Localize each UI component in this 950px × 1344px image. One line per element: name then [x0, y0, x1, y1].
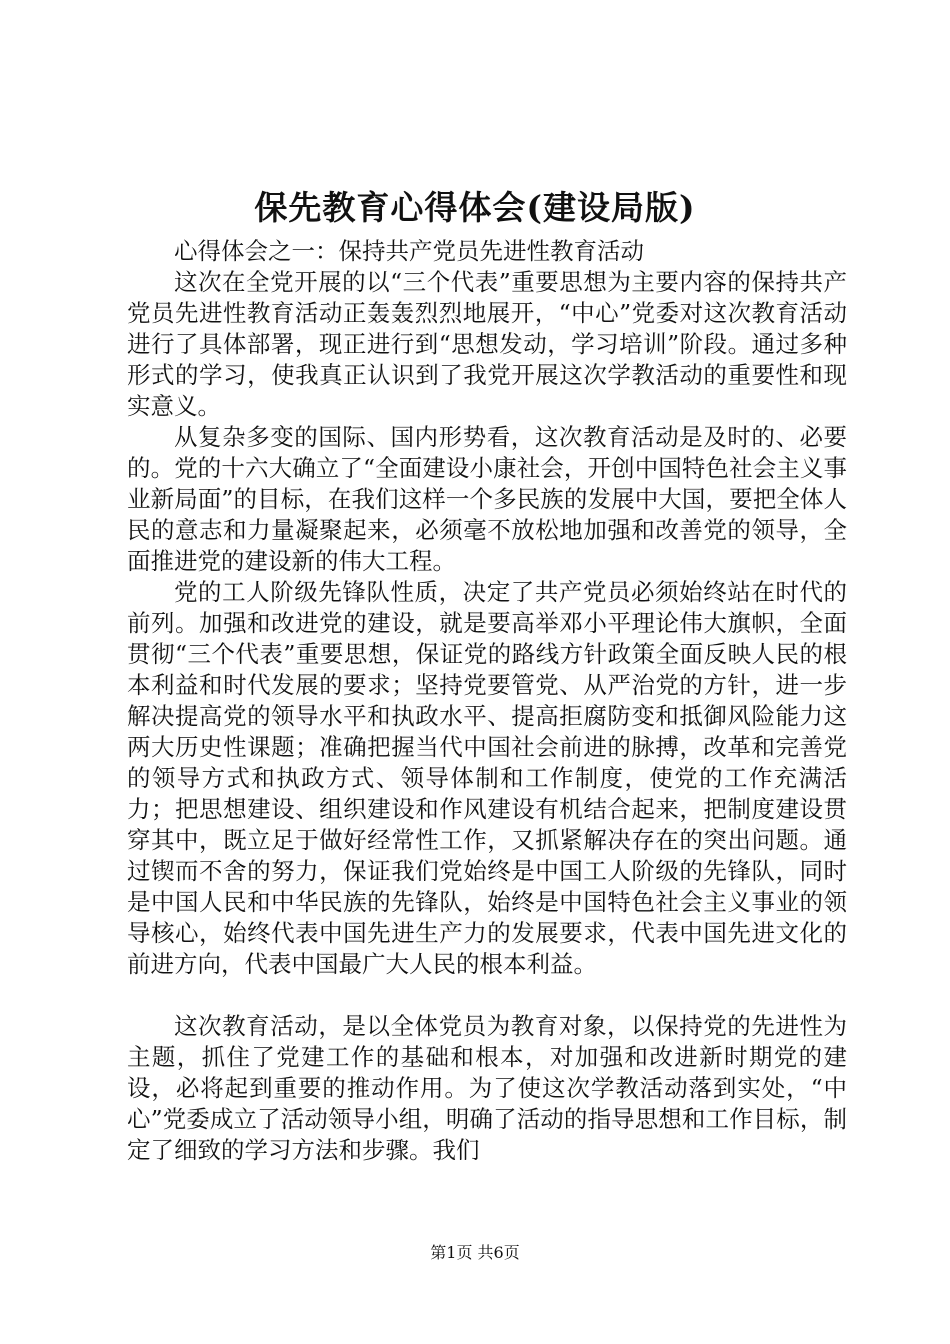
paragraph-1: 这次在全党开展的以“三个代表”重要思想为主要内容的保持共产党员先进性教育活动正轰轰烈烈地展开，“中心”党委对这次教育活动进行了具体部署，现正进行到“思想发动，学习培训”阶段。通过多种形式的学习，使我真正认识到了我党开展这次学教活动的重要性和现实意义。: [127, 268, 847, 420]
document-body: [127, 236, 847, 1166]
paragraph-spacer: [127, 980, 847, 1011]
document-title: 保先教育心得体会(建设局版): [254, 188, 696, 227]
paragraph-2: 从复杂多变的国际、国内形势看，这次教育活动是及时的、必要的。党的十六大确立了“全面建设小康社会，开创中国特色社会主义事业新局面”的目标，在我们这样一个多民族的发展中大国，要把全体人民的意志和力量凝聚起来，必须毫不放松地加强和改善党的领导，全面推进党的建设新的伟大工程。: [127, 423, 847, 575]
subheading: 心得体会之一：保持共产党员先进性教育活动: [174, 237, 644, 265]
paragraph-3: 党的工人阶级先锋队性质，决定了共产党员必须始终站在时代的前列。加强和改进党的建设，就是要高举邓小平理论伟大旗帜，全面贯彻“三个代表”重要思想，保证党的路线方针政策全面反映人民的根本利益和时代发展的要求；坚持党要管党、从严治党的方针，进一步解决提高党的领导水平和执政水平、提高拒腐防变和抵御风险能力这两大历史性课题；准确把握当代中国社会前进的脉搏，改革和完善党的领导方式和执政方式、领导体制和工作制度，使党的工作充满活力；把思想建设、组织建设和作风建设有机结合起来，把制度建设贯穿其中，既立足于做好经常性工作，又抓紧解决存在的突出问题。通过锲而不舍的努力，保证我们党始终是中国工人阶级的先锋队，同时是中国人民和中华民族的先锋队，始终是中国特色社会主义事业的领导核心，始终代表中国先进生产力的发展要求，代表中国先进文化的前进方向，代表中国最广大人民的根本利益。: [127, 578, 847, 978]
paragraph-4: 这次教育活动，是以全体党员为教育对象，以保持党的先进性为主题，抓住了党建工作的基础和根本，对加强和改进新时期党的建设，必将起到重要的推动作用。为了使这次学教活动落到实处，“中心”党委成立了活动领导小组，明确了活动的指导思想和工作目标，制定了细致的学习方法和步骤。我们: [127, 1012, 847, 1164]
page-number-footer: 第1页 共6页: [430, 1243, 520, 1262]
